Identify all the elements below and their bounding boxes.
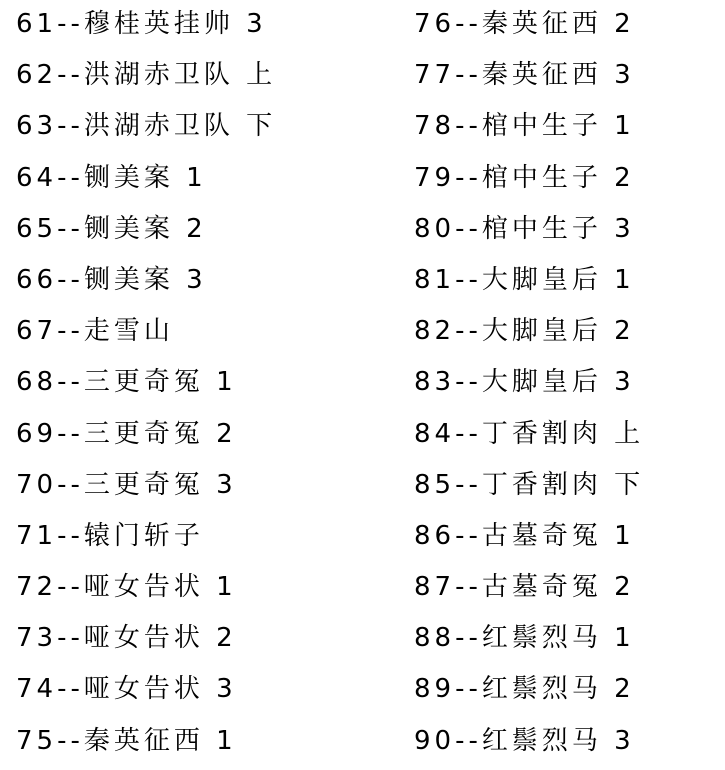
episode-entry: 76--秦英征西 2: [414, 9, 635, 39]
episode-entry: 78--棺中生子 1: [414, 111, 635, 142]
episode-entry: 63--洪湖赤卫队 下: [16, 111, 277, 142]
episode-entry: 70--三更奇冤 3: [16, 469, 237, 500]
episode-entry: 66--铡美案 3: [16, 264, 207, 295]
episode-entry: 69--三更奇冤 2: [16, 418, 237, 449]
episode-entry: 83--大脚皇后 3: [414, 367, 635, 398]
episode-entry: 68--三更奇冤 1: [16, 367, 237, 398]
episode-entry: 61--穆桂英挂帅 3: [16, 9, 267, 39]
episode-list-left-column: [16, 2, 396, 770]
episode-entry: 81--大脚皇后 1: [414, 264, 635, 295]
episode-entry: 77--秦英征西 3: [414, 60, 635, 91]
episode-entry: 64--铡美案 1: [16, 162, 207, 193]
episode-entry: 90--红鬃烈马 3: [414, 725, 635, 756]
episode-entry: 73--哑女告状 2: [16, 623, 237, 654]
episode-entry: 74--哑女告状 3: [16, 674, 237, 705]
episode-entry: 87--古墓奇冤 2: [414, 572, 635, 603]
episode-entry: 72--哑女告状 1: [16, 572, 237, 603]
episode-entry: 62--洪湖赤卫队 上: [16, 60, 277, 91]
episode-entry: 84--丁香割肉 上: [414, 418, 645, 449]
episode-entry: 75--秦英征西 1: [16, 725, 237, 756]
episode-entry: 82--大脚皇后 2: [414, 316, 635, 347]
episode-entry: 85--丁香割肉 下: [414, 469, 645, 500]
episode-entry: 88--红鬃烈马 1: [414, 623, 635, 654]
episode-entry: 80--棺中生子 3: [414, 213, 635, 244]
episode-entry: 86--古墓奇冤 1: [414, 520, 635, 551]
episode-entry: 79--棺中生子 2: [414, 162, 635, 193]
episode-entry: 65--铡美案 2: [16, 213, 207, 244]
episode-entry: 67--走雪山: [16, 316, 174, 347]
episode-list-right-column: [414, 2, 725, 770]
episode-entry: 89--红鬃烈马 2: [414, 674, 635, 705]
episode-entry: 71--辕门斩子: [16, 520, 204, 551]
